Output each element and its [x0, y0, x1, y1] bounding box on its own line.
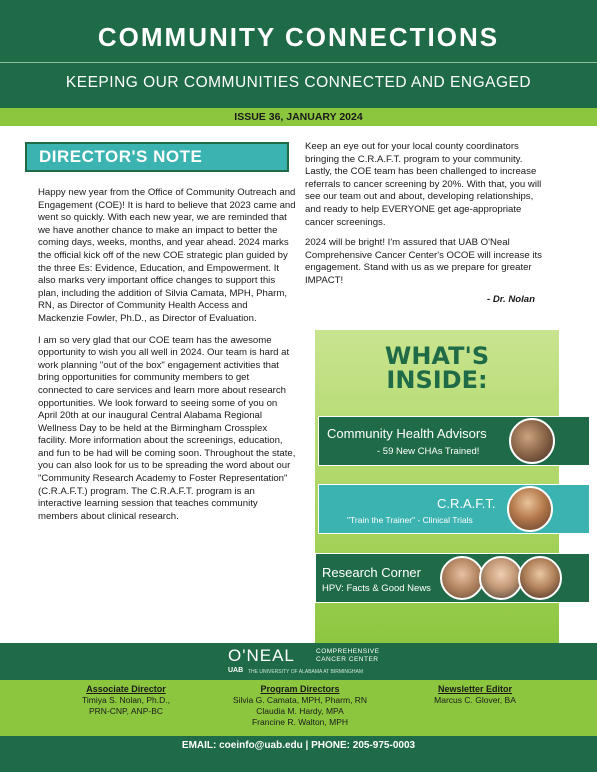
staff-heading: Newsletter Editor [437, 684, 513, 694]
article-right-column [305, 141, 545, 314]
group-photo-icon [509, 418, 555, 464]
article-paragraph: Happy new year from the Office of Community Outreach and Engagement (COE)! It is hard to believe that 2023 came and went so quickly. With each new year, we are reminded that we have another chance to make an impact to better the coming days, weeks, months, and year ahead. 2024 marks the official kick off of the new COE strategic plan guided by the three Es: Evidence, Education, and Empowerment. It also marks very important office changes to support this plan, including the addition of Silvia Camata, MPH, Pharm, RN, as Director of Community Health Access and Mackenzie Fowler, Ph.D., as Director of Evaluation. [38, 187, 296, 324]
staff-name: Francine R. Walton, MPH [251, 717, 349, 727]
signature: - Dr. Nolan [487, 293, 535, 305]
contact-info[interactable]: EMAIL: coeinfo@uab.edu | PHONE: 205-975-0003 [181, 740, 416, 751]
staff-name: Silvia G. Camata, MPH, Pharm, RN [232, 695, 368, 705]
staff-column [400, 684, 550, 706]
staff-heading: Program Directors [260, 684, 340, 694]
oneal-logo [228, 646, 408, 678]
directors-note-heading: DIRECTOR'S NOTE [39, 147, 203, 166]
article-left-column [38, 187, 296, 532]
article-paragraph: Keep an eye out for your local county coordinators bringing the C.R.A.F.T. program to your community. Lastly, the COE team has been challenged to increase referrals to cancer screening by 20%. With that, you will see our team out and about, developing relationships, and ready to help EVERYONE get age-appropriate cancer screenings. [305, 141, 542, 228]
whats-inside-title [315, 344, 559, 392]
whats-inside-title-line2: INSIDE: [386, 366, 488, 394]
whats-inside-title-line1: WHAT'S [384, 342, 490, 370]
article-paragraph: 2024 will be bright! I'm assured that UAB O'Neal Comprehensive Cancer Center's OCOE will increase its engagement. Stand with us as we prepare for greater IMPACT! [305, 237, 542, 286]
uab-subtext: THE UNIVERSITY OF ALABAMA AT BIRMINGHAM [248, 669, 364, 675]
uab-logo: UAB [228, 667, 244, 674]
directors-note-banner [25, 142, 289, 172]
staff-name: Claudia M. Hardy, MPA [256, 706, 344, 716]
inside-item-subtitle: - 59 New CHAs Trained! [377, 446, 480, 457]
researcher-portrait-icon [440, 556, 484, 600]
issue-label: ISSUE 36, JANUARY 2024 [234, 111, 363, 123]
staff-directory [0, 680, 597, 736]
logo-subtext: COMPREHENSIVE [316, 648, 380, 655]
inside-item-title: Community Health Advisors [327, 426, 487, 441]
staff-name: Marcus C. Glover, BA [434, 695, 516, 705]
inside-item-research-corner[interactable] [315, 553, 590, 603]
staff-column [220, 684, 380, 728]
inside-item-craft[interactable] [318, 484, 590, 534]
researcher-portrait-icon [479, 556, 523, 600]
staff-column [56, 684, 196, 717]
article-paragraph: I am so very glad that our COE team has the awesome opportunity to wish you all well in 2024. Our team is hard at work planning "out of the box" engagement activities that bring opportunities for community members to get connected to care services and learn more about research opportunities. We look forward to seeing some of you on April 20th at our inaugural Central Alabama Regional Wellness Day to be held at the Birmingham Crossplex facility. More information about the screenings, education, and fun to be had will be coming soon. Throughout the state, you can also look for us to be spreading the word about our "Community Research Academy to Foster Representation" (C.R.A.F.T.) program. The C.R.A.F.T. program is an interactive learning session that teaches community members about clinical research. [38, 334, 296, 522]
newsletter-title: COMMUNITY CONNECTIONS [97, 22, 500, 52]
masthead [0, 0, 597, 108]
inside-item-title: C.R.A.F.T. [437, 496, 496, 511]
issue-bar [0, 108, 597, 126]
inside-item-community-health-advisors[interactable] [318, 416, 590, 466]
staff-heading: Associate Director [86, 684, 166, 694]
staff-name: Timiya S. Nolan, Ph.D., [81, 695, 171, 705]
inside-item-subtitle: "Train the Trainer" - Clinical Trials [347, 515, 473, 525]
researcher-portrait-icon [518, 556, 562, 600]
masthead-divider [0, 62, 597, 63]
logo-main-text: O'NEAL [228, 646, 295, 665]
inside-item-title: Research Corner [322, 565, 421, 580]
training-photo-icon [507, 486, 553, 532]
inside-item-subtitle: HPV: Facts & Good News [322, 583, 431, 594]
logo-subtext: CANCER CENTER [316, 656, 379, 663]
newsletter-subtitle: KEEPING OUR COMMUNITIES CONNECTED AND ENGAGED [65, 74, 532, 91]
staff-name: PRN-CNP, ANP-BC [89, 706, 163, 716]
